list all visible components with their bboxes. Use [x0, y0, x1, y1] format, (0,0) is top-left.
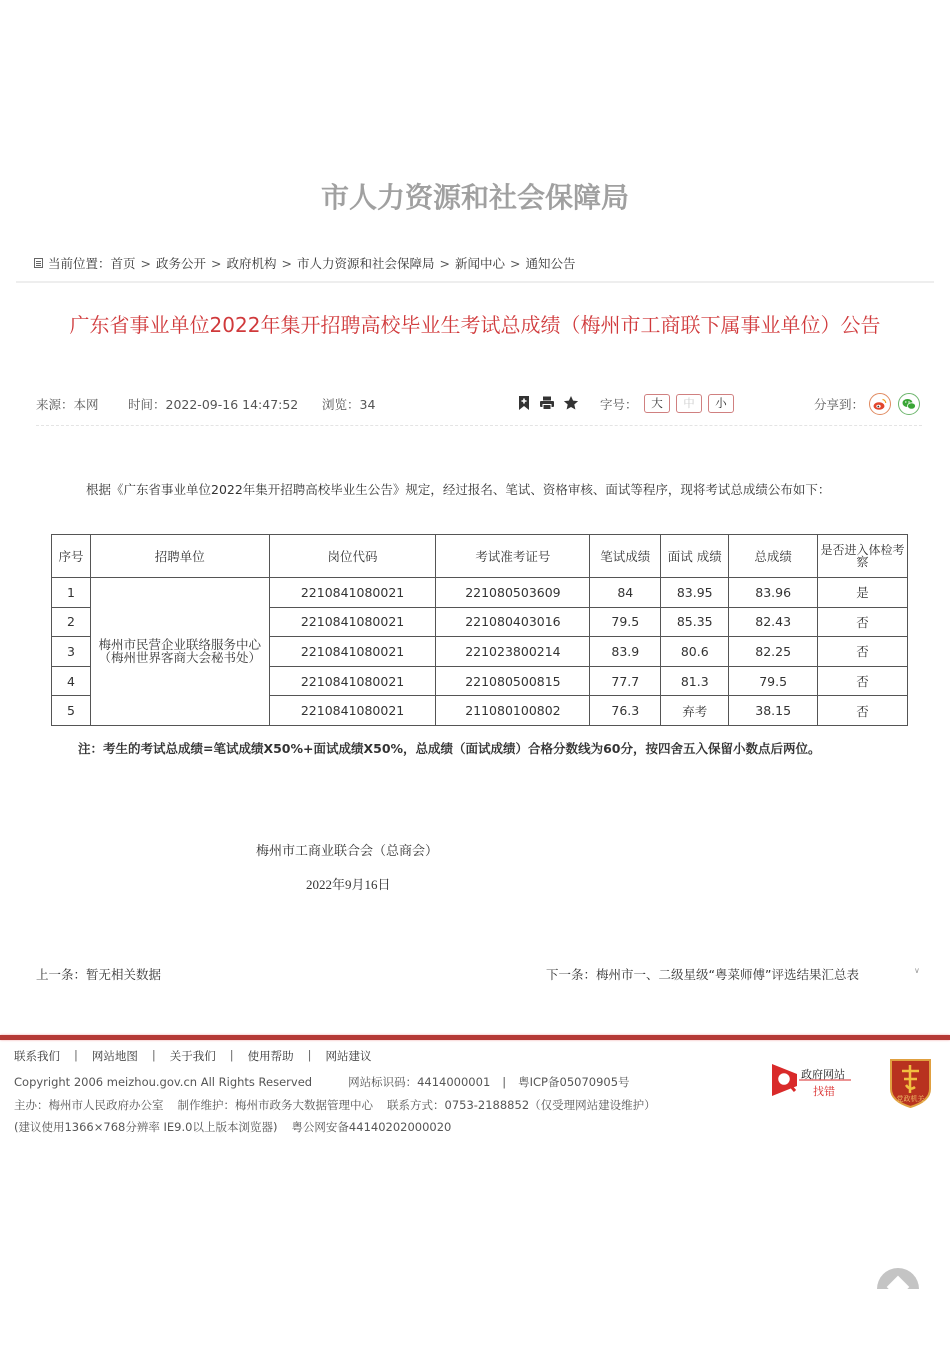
cell-written: 76.3: [590, 696, 661, 726]
article-title: 广东省事业单位2022年集开招聘高校毕业生考试总成绩（梅州市工商联下属事业单位）公告: [69, 313, 881, 337]
footer-separator: |: [74, 1048, 78, 1062]
breadcrumb-gov-agencies[interactable]: 政府机构: [226, 256, 277, 271]
cell-pass: 否: [818, 696, 908, 726]
footer-links: [14, 1048, 372, 1064]
breadcrumb-separator: >: [211, 255, 222, 271]
header-total: 总成绩: [729, 535, 818, 578]
chevron-down-icon: ∨: [914, 966, 920, 975]
breadcrumb: [34, 254, 576, 272]
source: 来源：本网: [36, 397, 99, 412]
cell-total: 82.43: [729, 607, 818, 637]
cell-written: 77.7: [590, 666, 661, 696]
browser-tip: (建议使用1366×768分辨率 IE9.0以上版本浏览器): [14, 1120, 278, 1134]
view-count: 浏览：34: [322, 397, 376, 412]
table-row: [52, 578, 908, 608]
site-title: 市人力资源和社会保障局: [320, 181, 629, 214]
footer-link-about[interactable]: 关于我们: [169, 1049, 216, 1063]
cell-interview: 80.6: [661, 637, 729, 667]
badge-party-label: 党政机关: [896, 1095, 925, 1103]
cell-total: 38.15: [729, 696, 818, 726]
breadcrumb-separator: >: [140, 255, 152, 271]
cell-interview: 弃考: [661, 696, 729, 726]
cell-written: 79.5: [590, 607, 661, 637]
cell-ticket: 211080100802: [436, 696, 590, 726]
prev-article-link[interactable]: 上一条：暂无相关数据: [36, 967, 162, 982]
footer-link-help[interactable]: 使用帮助: [247, 1049, 294, 1063]
cell-total: 79.5: [729, 666, 818, 696]
cell-post-code: 2210841080021: [269, 666, 436, 696]
font-size-large-button[interactable]: 大: [644, 394, 670, 413]
badge-gov-line2: 找错: [813, 1085, 835, 1098]
site-id: 网站标识码：4414000001: [348, 1075, 491, 1089]
gov-site-error-report-badge[interactable]: [771, 1060, 853, 1100]
cell-no: 3: [52, 637, 91, 667]
score-note: 注：考生的考试总成绩=笔试成绩X50%+面试成绩X50%，总成绩（面试成绩）合格分数线为60分，按四舍五入保留小数点后两位。: [78, 741, 821, 756]
breadcrumb-gov-affairs[interactable]: 政务公开: [156, 256, 207, 271]
bookmark-add-icon[interactable]: [516, 395, 532, 411]
font-size-medium-button[interactable]: 中: [676, 394, 702, 413]
meta-divider: [36, 425, 922, 426]
cell-no: 1: [52, 578, 91, 608]
cell-ticket: 221080403016: [436, 607, 590, 637]
back-to-top-button[interactable]: [877, 1268, 919, 1289]
cell-ticket: 221080503609: [436, 578, 590, 608]
footer-link-sitemap[interactable]: 网站地图: [91, 1049, 138, 1063]
scores-table: [51, 534, 908, 726]
footer-separator: |: [229, 1048, 234, 1062]
signature-date: 2022年9月16日: [306, 877, 391, 892]
header-written: 笔试成绩: [590, 535, 661, 578]
cell-no: 2: [52, 607, 91, 637]
footer-copyright-line: Copyright 2006 meizhou.gov.cn All Rights Reserved 网站标识码：4414000001 | 粤ICP备05070905号: [14, 1075, 630, 1089]
maintainer: 制作维护：梅州市政务大数据管理中心: [177, 1098, 373, 1112]
cell-written: 84: [590, 578, 661, 608]
breadcrumb-label: 当前位置：: [48, 256, 111, 271]
footer-separator: |: [307, 1048, 312, 1062]
cell-interview: 81.3: [661, 666, 729, 696]
header-interview: 面试 成绩: [661, 535, 729, 578]
cell-post-code: 2210841080021: [269, 578, 436, 608]
favorite-star-icon[interactable]: [563, 395, 579, 411]
breadcrumb-separator: >: [439, 255, 451, 271]
footer-divider-bar: [0, 1035, 950, 1040]
location-list-icon: [34, 258, 43, 268]
cell-post-code: 2210841080021: [269, 607, 436, 637]
party-gov-agency-badge[interactable]: [888, 1057, 933, 1109]
cell-pass: 否: [818, 637, 908, 667]
copyright: Copyright 2006 meizhou.gov.cn All Rights Reserved: [14, 1075, 313, 1089]
breadcrumb-news-center[interactable]: 新闻中心: [455, 256, 506, 271]
weibo-share-icon[interactable]: [869, 393, 891, 415]
breadcrumb-hr-bureau[interactable]: 市人力资源和社会保障局: [297, 256, 435, 271]
icp-link[interactable]: 粤ICP备05070905号: [518, 1075, 630, 1089]
host: 主办：梅州市人民政府办公室: [14, 1098, 164, 1112]
cell-total: 82.25: [729, 637, 818, 667]
breadcrumb-separator: >: [510, 255, 521, 271]
cell-unit: 梅州市民营企业联络服务中心（梅州世界客商大会秘书处）: [90, 578, 269, 726]
signature-org: 梅州市工商业联合会（总商会）: [256, 844, 439, 859]
cell-ticket: 221080500815: [436, 666, 590, 696]
cell-pass: 是: [818, 578, 908, 608]
police-record-link[interactable]: 粤公网安备44140202000020: [291, 1120, 452, 1134]
wechat-share-icon[interactable]: [898, 393, 920, 415]
share-label: 分享到：: [814, 397, 865, 412]
footer-host-line: [14, 1097, 656, 1113]
cell-interview: 85.35: [661, 607, 729, 637]
header-pass: 是否进入体检考察: [818, 535, 908, 578]
breadcrumb-notices[interactable]: 通知公告: [525, 256, 576, 271]
breadcrumb-separator: >: [281, 255, 293, 271]
badge-gov-line1: 政府网站: [801, 1068, 845, 1081]
header-unit: 招聘单位: [90, 535, 269, 578]
cell-interview: 83.95: [661, 578, 729, 608]
footer-link-suggestions[interactable]: 网站建议: [325, 1049, 372, 1063]
table-header-row: [52, 535, 908, 578]
breadcrumb-home[interactable]: 首页: [110, 256, 136, 271]
font-size-label: 字号：: [600, 397, 638, 412]
next-article-link[interactable]: 下一条：梅州市一、二级星级“粤菜师傅”评选结果汇总表: [546, 967, 859, 982]
header-no: 序号: [52, 535, 91, 578]
divider: [16, 281, 934, 283]
footer-link-contact[interactable]: 联系我们: [14, 1049, 60, 1063]
publish-time: 时间：2022-09-16 14:47:52: [128, 397, 299, 412]
cell-post-code: 2210841080021: [269, 696, 436, 726]
cell-total: 83.96: [729, 578, 818, 608]
article-meta: [36, 395, 922, 415]
contact: 联系方式：0753-2188852（仅受理网站建设维护）: [387, 1098, 656, 1112]
cell-pass: 否: [818, 666, 908, 696]
print-icon[interactable]: [539, 395, 555, 411]
cell-no: 5: [52, 696, 91, 726]
footer-separator: |: [151, 1048, 156, 1062]
cell-ticket: 221023800214: [436, 637, 590, 667]
cell-pass: 否: [818, 607, 908, 637]
intro-paragraph: 根据《广东省事业单位2022年集开招聘高校毕业生公告》规定，经过报名、笔试、资格审核、面试等程序，现将考试总成绩公布如下：: [86, 482, 831, 497]
footer-browser-line: [14, 1119, 451, 1135]
header-ticket: 考试准考证号: [436, 535, 590, 578]
cell-post-code: 2210841080021: [269, 637, 436, 667]
cell-written: 83.9: [590, 637, 661, 667]
header-post-code: 岗位代码: [269, 535, 436, 578]
cell-no: 4: [52, 666, 91, 696]
font-size-small-button[interactable]: 小: [708, 394, 734, 413]
